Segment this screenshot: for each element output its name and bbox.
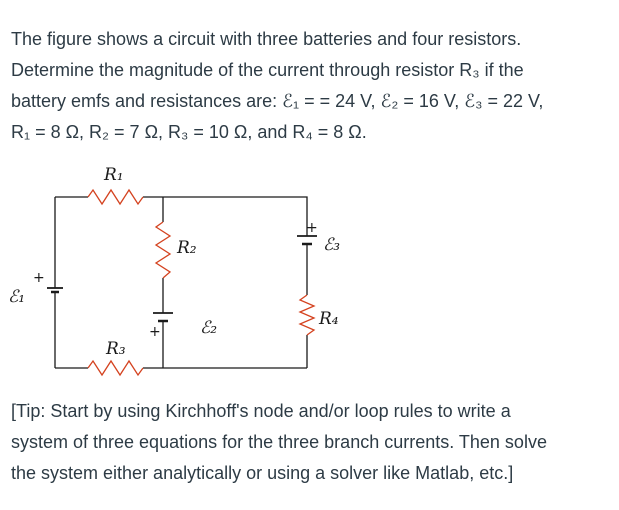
label-e2: ℰ₂ <box>200 318 218 338</box>
label-r3: R₃ <box>106 339 126 359</box>
resistor-r2 <box>156 222 170 278</box>
problem-line-1: The figure shows a circuit with three batteries and four resistors. <box>11 29 522 49</box>
label-r1: R₁ <box>104 165 124 185</box>
resistor-r1 <box>88 190 143 204</box>
plus-sign-e3: + <box>306 220 318 236</box>
circuit-wires <box>47 197 317 368</box>
tip-line-2: system of three equations for the three branch currents. Then solve <box>11 432 547 452</box>
problem-line-2: Determine the magnitude of the current through resistor R₃ if the <box>11 60 524 80</box>
label-r2: R₂ <box>177 238 197 258</box>
tip-text <box>11 396 611 489</box>
problem-line-3: battery emfs and resistances are: ℰ₁ = = 24 V, ℰ₂ = 16 V, ℰ₃ = 22 V, <box>11 91 544 111</box>
problem-statement <box>11 24 611 148</box>
label-r4: R₄ <box>319 309 339 329</box>
tip-line-1: [Tip: Start by using Kirchhoff's node and/or loop rules to write a <box>11 401 511 421</box>
label-e1: ℰ₁ <box>8 287 26 307</box>
plus-sign-e1: + <box>33 270 45 286</box>
plus-sign-e2: + <box>149 324 161 340</box>
circuit-diagram <box>0 150 360 380</box>
label-e3: ℰ₃ <box>323 235 341 255</box>
resistor-r4 <box>300 295 314 335</box>
tip-line-3: the system either analytically or using a solver like Matlab, etc.] <box>11 463 514 483</box>
problem-line-4: R₁ = 8 Ω, R₂ = 7 Ω, R₃ = 10 Ω, and R₄ = 8 Ω. <box>11 122 367 142</box>
resistor-r3 <box>88 361 143 375</box>
